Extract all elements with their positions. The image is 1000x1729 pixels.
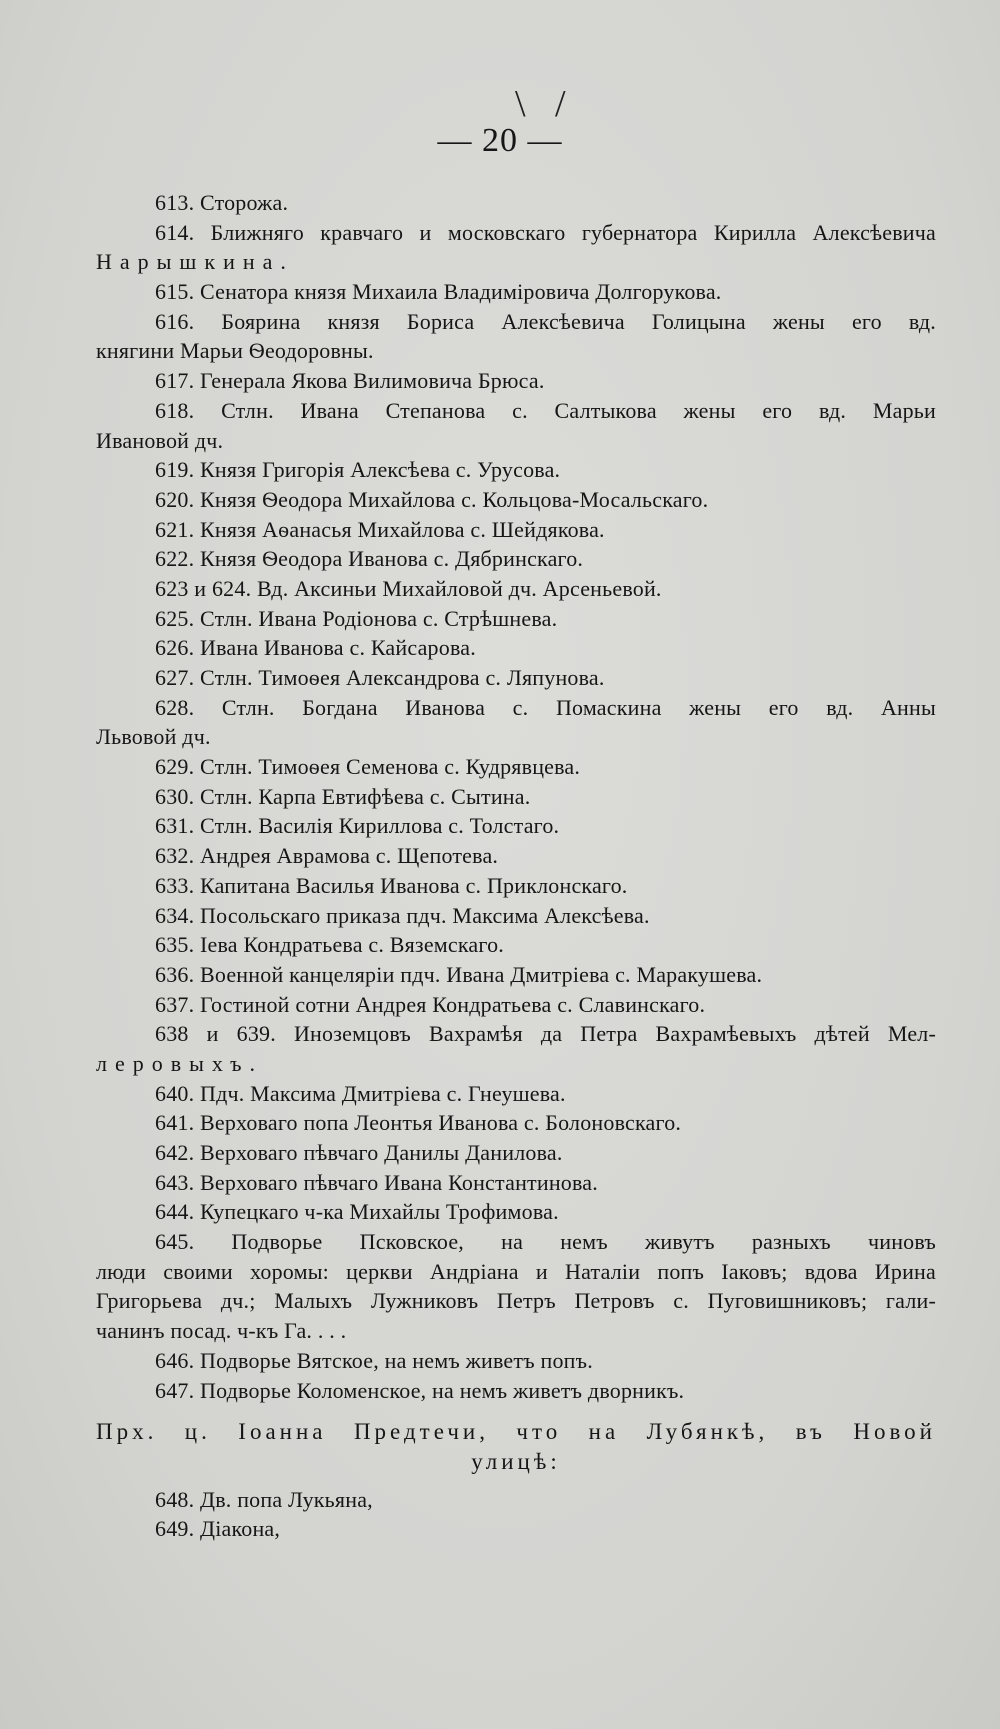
entry-line: 625. Стлн. Ивана Родіонова с. Стрѣшнева. [155,605,558,631]
entry-line: 621. Князя Аѳанасья Михайлова с. Шейдякова. [155,516,605,542]
entry-line: 633. Капитана Василья Иванова с. Приклонскаго. [155,872,628,898]
entry-line: 627. Стлн. Тимоѳея Александрова с. Ляпунова. [155,665,605,690]
entry-line: 613. Сторожа. [155,190,289,215]
entry-line: чанинъ посад. ч-къ Га. . . . [96,1318,347,1344]
entry-line: 642. Верховаго пѣвчаго Данилы Данилова. [155,1140,563,1165]
entry-line: 646. Подворье Вятское, на немъ живетъ попъ. [155,1347,593,1373]
entry-line: 614. Ближняго кравчаго и московскаго губернатора Кирилла Алексѣевича [155,219,936,245]
entry-line: 628. Стлн. Богдана Иванова с. Помаскина жены его вд. Анны [155,694,936,720]
entry-line: 632. Андрея Аврамова с. Щепотева. [155,843,499,869]
entry-line: 649. Діакона, [155,1516,281,1542]
entry-line: 615. Сенатора князя Михаила Владиміровича Долгорукова. [155,279,722,305]
entry-line: 645. Подворье Псковское, на немъ живутъ разныхъ чиновъ [155,1229,936,1255]
entry-line: 647. Подворье Коломенское, на немъ живетъ дворникъ. [155,1377,685,1403]
entry-line: леровыхъ. [96,1050,263,1076]
entry-line: 618. Стлн. Ивана Степанова с. Салтыкова жены его вд. Марьи [155,397,936,423]
entry-line: 636. Военной канцеляріи пдч. Ивана Дмитріева с. Маракушева. [155,961,763,987]
entry-line: Григорьева дч.; Малыхъ Лужниковъ Петръ Петровъ с. Пуговишниковъ; гали- [96,1288,936,1314]
entry-line: Нарышкина. [96,249,294,275]
entry-line: 634. Посольскаго приказа пдч. Максима Алексѣева. [155,902,650,928]
handwritten-mark: \ / [515,83,576,125]
entry-line: 631. Стлн. Василія Кириллова с. Толстаго. [155,813,560,839]
entry-line: 643. Верховаго пѣвчаго Ивана Константинова. [155,1169,598,1195]
entry-line: княгини Марьи Ѳеодоровны. [96,338,374,364]
entry-line: Ивановой дч. [96,427,224,453]
entry-line: 626. Ивана Иванова с. Кайсарова. [155,635,476,661]
entry-line: 635. Іева Кондратьева с. Вяземскаго. [155,932,504,958]
entry-line: 617. Генерала Якова Вилимовича Брюса. [155,368,545,394]
entry-line: 648. Дв. попа Лукьяна, [155,1486,373,1512]
entries-block [96,188,936,1544]
entry-line: люди своими хоромы: церкви Андріана и Наталіи попъ Іаковъ; вдова Ирина [96,1258,936,1284]
parish-heading-line: улицѣ: [471,1448,561,1474]
entry-line: 616. Боярина князя Бориса Алексѣевича Голицына жены его вд. [155,308,936,334]
page-number: — 20 — [437,122,563,159]
parish-heading-line: Прх. ц. Іоанна Предтечи, что на Лубянкѣ, въ Новой [96,1419,936,1445]
entry-line: 644. Купецкаго ч-ка Михайлы Трофимова. [155,1199,559,1225]
entry-line: 622. Князя Ѳеодора Иванова с. Дябринскаго. [155,546,584,572]
entry-line: 620. Князя Ѳеодора Михайлова с. Кольцова-Мосальскаго. [155,486,709,512]
entry-line: 641. Верховаго попа Леонтья Иванова с. Болоновскаго. [155,1110,682,1136]
parish-heading [96,1417,936,1476]
entry-line: 638 и 639. Иноземцовъ Вахрамѣя да Петра Вахрамѣевыхъ дѣтей Мел- [155,1021,936,1047]
entry-line: 637. Гостиной сотни Андрея Кондратьева с. Славинскаго. [155,991,706,1017]
entry-line: 630. Стлн. Карпа Евтифѣева с. Сытина. [155,783,531,809]
entry-line: Львовой дч. [96,724,211,750]
entry-line: 623 и 624. Вд. Аксиньи Михайловой дч. Арсеньевой. [155,575,662,601]
entry-line: 629. Стлн. Тимоѳея Семенова с. Кудрявцева. [155,754,581,780]
entry-line: 619. Князя Григорія Алексѣева с. Урусова. [155,457,561,483]
entry-line: 640. Пдч. Максима Дмитріева с. Гнеушева. [155,1080,566,1106]
